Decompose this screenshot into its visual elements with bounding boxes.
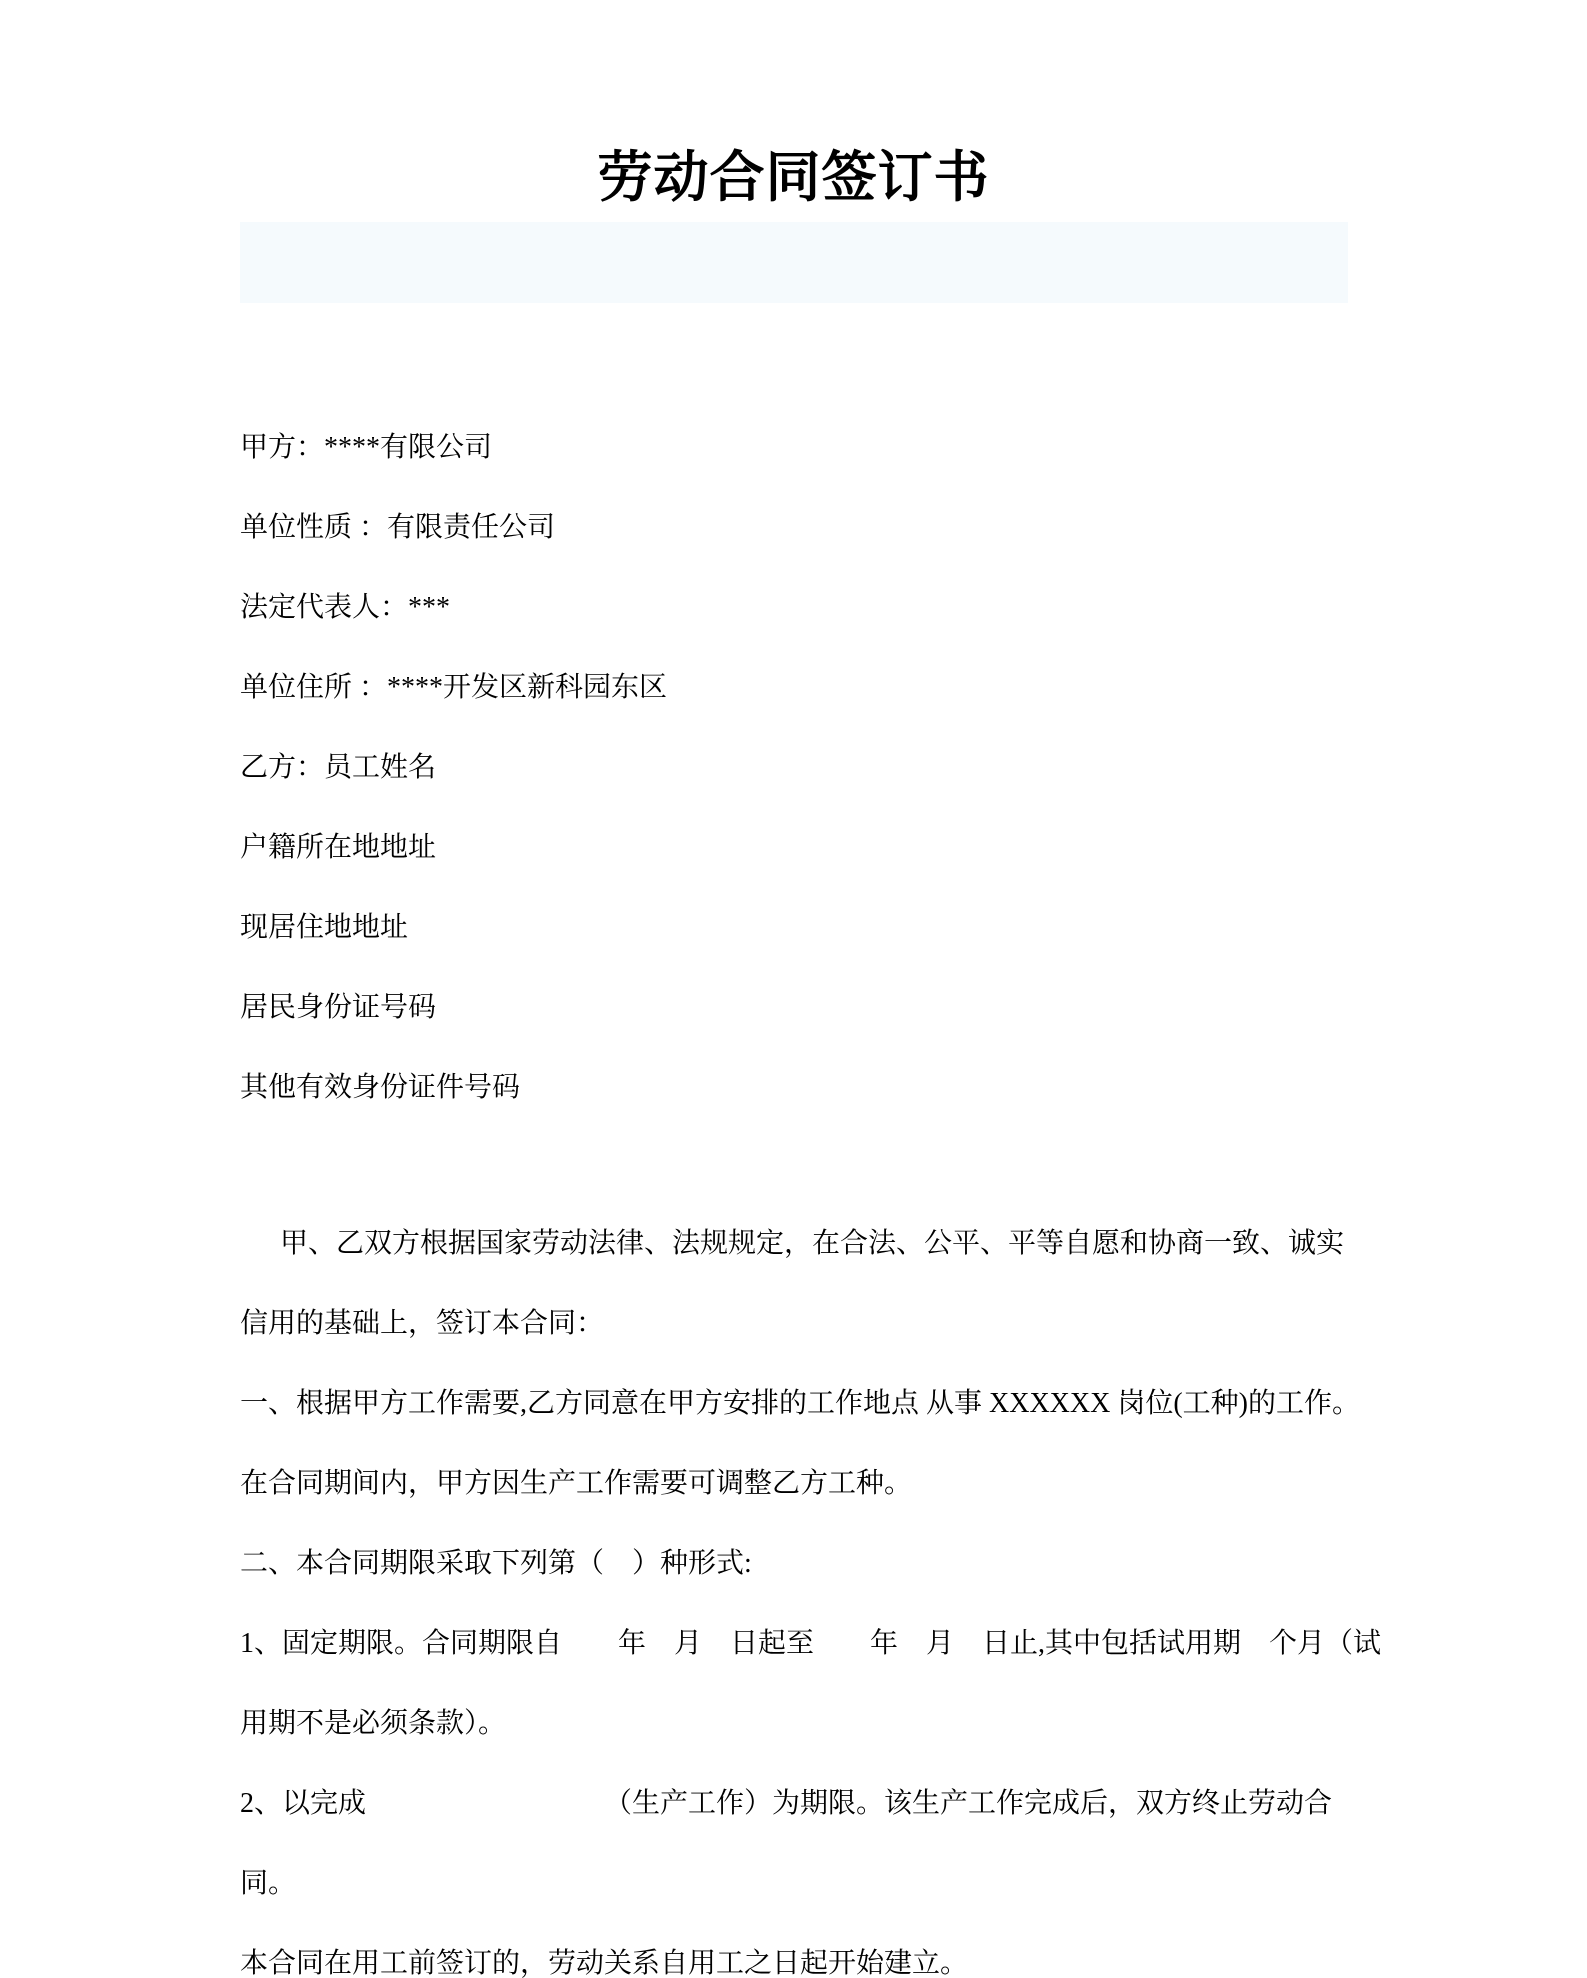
party-a-line: 甲方：****有限公司 (240, 432, 493, 463)
preamble-line-2: 信用的基础上，签订本合同： (240, 1308, 605, 1339)
clause2-item2-line-1: 2、以完成 （生产工作）为期限。该生产工作完成后，双方终止劳动合 (240, 1788, 1333, 1819)
company-address-line: 单位住所 ：****开发区新科园东区 (240, 672, 668, 703)
clause2-item2-line-2: 同。 (240, 1868, 297, 1899)
clause1-line-2: 在合同期间内，甲方因生产工作需要可调整乙方工种。 (240, 1468, 913, 1499)
contract-body (240, 408, 1382, 1978)
resident-id-line: 居民身份证号码 (240, 992, 437, 1023)
closing-line: 本合同在用工前签订的，劳动关系自用工之日起开始建立。 (240, 1948, 969, 1978)
current-address-line: 现居住地地址 (240, 912, 409, 943)
company-type-line: 单位性质 ：有限责任公司 (240, 512, 556, 543)
title-highlight-band (240, 222, 1348, 303)
party-b-line: 乙方：员工姓名 (240, 752, 437, 783)
document-title: 劳动合同签订书 (597, 146, 990, 208)
registered-address-line: 户籍所在地地址 (240, 832, 437, 863)
other-id-line: 其他有效身份证件号码 (240, 1072, 521, 1103)
preamble-line-1: 甲、乙双方根据国家劳动法律、法规规定，在合法、公平、平等自愿和协商一致、诚实 (280, 1228, 1345, 1259)
clause2-item1-line-1: 1、固定期限。合同期限自 年 月 日起至 年 月 日止,其中包括试用期 个月（试 (240, 1628, 1382, 1659)
legal-representative-line: 法定代表人：*** (240, 592, 451, 623)
clause1-line-1: 一、根据甲方工作需要,乙方同意在甲方安排的工作地点 从事 XXXXXX 岗位(工种)的工作。 (240, 1388, 1360, 1419)
clause2-heading-line: 二、本合同期限采取下列第（ ）种形式: (240, 1548, 752, 1579)
section-spacer (240, 1128, 1348, 1204)
clause2-item1-line-2: 用期不是必须条款）。 (240, 1708, 507, 1739)
